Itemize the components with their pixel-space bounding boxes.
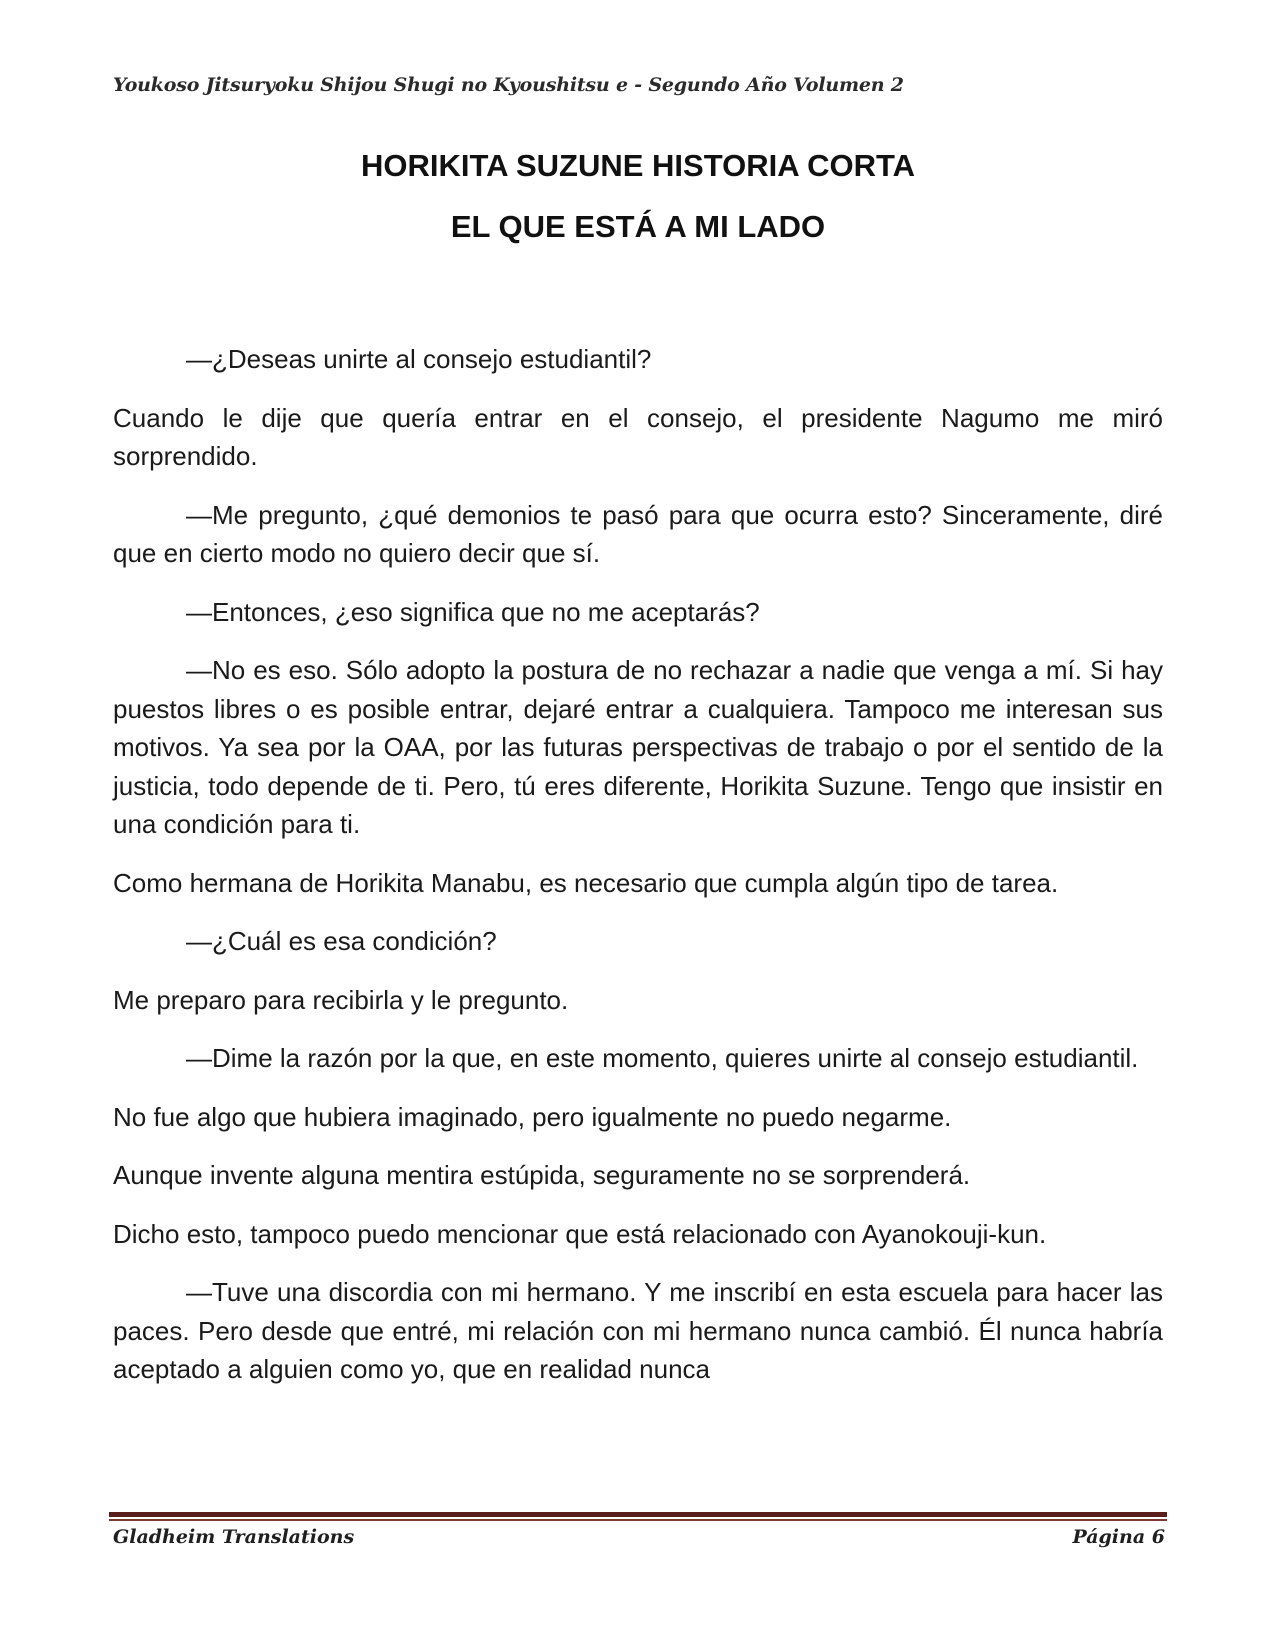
paragraph: Me preparo para recibirla y le pregunto. — [113, 984, 569, 1015]
paragraph: Aunque invente alguna mentira estúpida, seguramente no se sorprenderá. — [113, 1160, 971, 1190]
chapter-title-line-1: HORIKITA SUZUNE HISTORIA CORTA — [361, 148, 915, 183]
chapter-title — [113, 150, 1163, 242]
paragraph: Dicho esto, tampoco puedo mencionar que está relacionado con Ayanokouji-kun. — [113, 1218, 1047, 1249]
footer-credit: Gladheim Translations — [113, 1526, 355, 1548]
paragraph-dialog: —No es eso. Sólo adopto la postura de no rechazar a nadie que venga a mí. Si hay puestos libres o es posible entrar, dejaré entrar a cualquiera. Tampoco me interesan sus motivos. Ya sea por la OAA, por las futuras perspectivas de trabajo o por el sentido de la justicia, todo depende de ti. Pero, tú eres diferente, Horikita Suzune. Tengo que insistir en una condición para ti. — [113, 655, 1163, 839]
paragraph: Cuando le dije que quería entrar en el consejo, el presidente Nagumo me miró sorprendido. — [113, 402, 1163, 471]
paragraph-dialog: —Entonces, ¿eso significa que no me aceptarás? — [186, 596, 760, 627]
paragraph: Como hermana de Horikita Manabu, es necesario que cumpla algún tipo de tarea. — [113, 867, 1059, 898]
chapter-title-line-2: EL QUE ESTÁ A MI LADO — [450, 209, 826, 244]
footer-divider-thick — [109, 1512, 1167, 1517]
footer-divider — [109, 1512, 1167, 1521]
paragraph: No fue algo que hubiera imaginado, pero igualmente no puedo negarme. — [113, 1101, 952, 1132]
running-header: Youkoso Jitsuryoku Shijou Shugi no Kyoushitsu e - Segundo Año Volumen 2 — [113, 74, 904, 96]
footer-divider-thin — [109, 1519, 1167, 1521]
paragraph-dialog: —¿Deseas unirte al consejo estudiantil? — [186, 344, 652, 374]
paragraph-dialog: —¿Cuál es esa condición? — [186, 926, 497, 956]
paragraph-dialog: —Me pregunto, ¿qué demonios te pasó para que ocurra esto? Sinceramente, diré que en cierto modo no quiero decir que sí. — [113, 499, 1163, 568]
body-text — [113, 340, 1163, 1409]
paragraph-dialog: —Dime la razón por la que, en este momento, quieres unirte al consejo estudiantil. — [186, 1043, 1139, 1073]
paragraph-dialog: —Tuve una discordia con mi hermano. Y me inscribí en esta escuela para hacer las paces. Pero desde que entré, mi relación con mi hermano nunca cambió. Él nunca habría aceptado a alguien como yo, que en realidad nunca — [113, 1277, 1163, 1384]
page-number: Página 6 — [1072, 1526, 1165, 1548]
